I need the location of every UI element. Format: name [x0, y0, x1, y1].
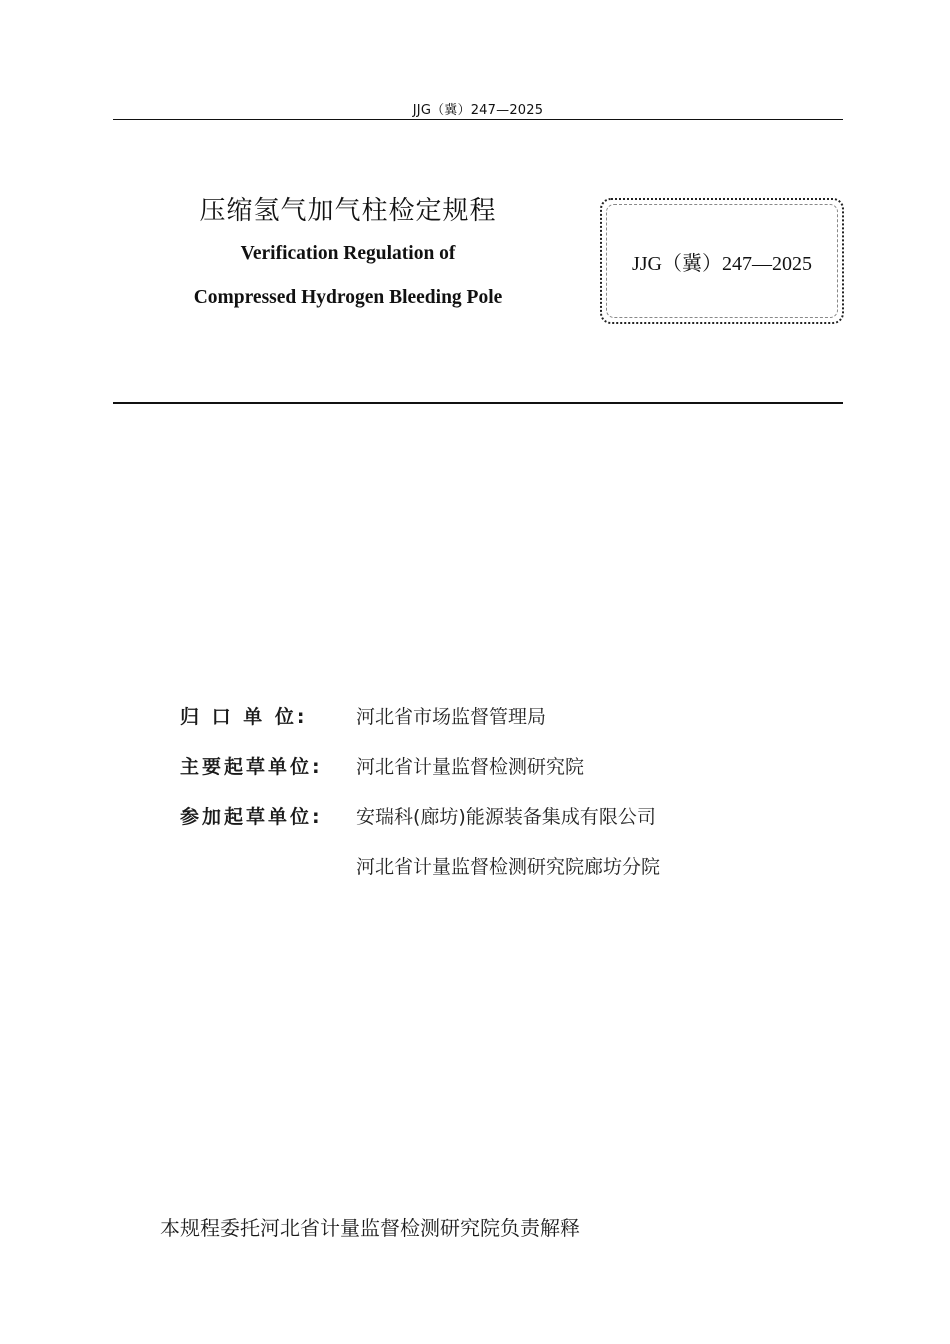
participant-label: 参加起草单位:	[180, 805, 323, 828]
main-drafter-value: 河北省计量监督检测研究院	[356, 755, 585, 778]
org-row-participant	[180, 790, 660, 840]
responsible-unit-value: 河北省市场监督管理局	[356, 705, 547, 728]
running-header: JJG（冀）247—2025	[412, 103, 544, 118]
participant-value: 安瑞科(廊坊)能源装备集成有限公司	[356, 805, 656, 828]
header-rule	[113, 119, 843, 120]
standard-code: JJG（冀）247—2025	[631, 252, 812, 275]
title-english-line2: Compressed Hydrogen Bleeding Pole	[193, 287, 503, 308]
main-drafter-label: 主要起草单位:	[180, 755, 323, 778]
organization-table	[180, 690, 660, 890]
responsible-unit-label: 归 口 单 位:	[180, 705, 308, 728]
title-chinese: 压缩氢气加气柱检定规程	[199, 196, 497, 226]
standard-code-box	[600, 198, 844, 324]
participant-value: 河北省计量监督检测研究院廊坊分院	[356, 855, 661, 878]
section-rule	[113, 402, 843, 404]
title-english-line1: Verification Regulation of	[240, 243, 456, 264]
interpretation-note: 本规程委托河北省计量监督检测研究院负责解释	[160, 1216, 580, 1240]
org-row-main-drafter	[180, 740, 660, 790]
org-row-participant-2	[180, 840, 660, 890]
org-row-responsible	[180, 690, 660, 740]
